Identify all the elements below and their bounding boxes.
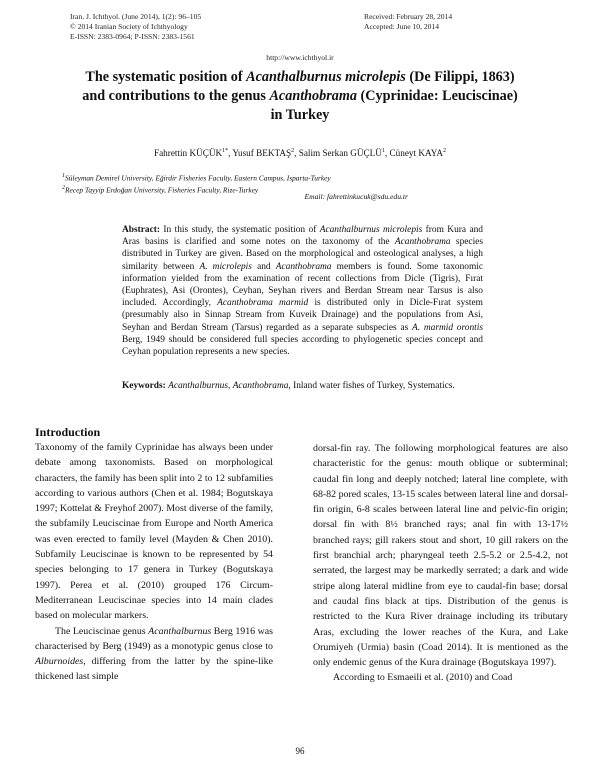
- copyright-line: © 2014 Iranian Society of Ichthyology: [70, 22, 188, 32]
- page-number: 96: [295, 746, 305, 756]
- title-text: (De Filippi, 1863): [405, 69, 515, 85]
- abstract-text: species distributed in Turkey are given. Based on the morphological and osteological analyses, a high similarity between: [122, 237, 483, 272]
- journal-citation: Iran. J. Ichthyol. (June 2014), 1(2): 96–105: [70, 12, 202, 21]
- affiliation-1: Süleyman Demirel University, Eğirdir Fisheries Faculty, Eastern Campus, Isparta-Turkey: [65, 173, 331, 183]
- author-affil-mark: 2: [291, 148, 295, 154]
- journal-url[interactable]: http://www.ichthyol.ir: [266, 53, 334, 62]
- paragraph-text: , differing from the latter by the spine-like thickened last simple: [35, 656, 273, 683]
- keyword-separator: ,: [228, 381, 233, 391]
- abstract-taxon: Acanthalburnus microlepis: [319, 225, 423, 235]
- paper-title: [50, 68, 550, 125]
- title-text: and contributions to the genus: [82, 88, 270, 104]
- author-affil-mark: 2: [443, 148, 447, 154]
- accepted-date: Accepted: June 10, 2014: [364, 22, 440, 32]
- keywords-label: Keywords:: [122, 381, 166, 391]
- abstract-label: Abstract:: [122, 225, 161, 235]
- journal-header: [70, 12, 330, 43]
- intro-paragraph-2-continued: dorsal-fin ray. The following morphological features are also characteristic for the genus: mouth oblique or subterminal; caudal fin long and deeply notched; lateral line complete, with 68-82 pored scales, 13-15 scales between lateral line and dorsal-fin origin, 6-8 scales between lateral line and pelvic-fin origin; dorsal fin with 8½ branched rays; anal fin with 13-17½ branched rays; gill rakers stout and short, 10 gill rakers on the first branchial arch; pharyngeal teeth 2.5-5.2 or 2.5-4.2, not serrated, the largest may be markedly serrated; a dark and wide stripe along lateral midline from eye to caudal-fin base; dorsal and caudal fins black at tips. Distribution of the genus is restricted to the Kura River drainage including its tributary Aras, excluding the lower reaches of the Kura, and Lake Orumiyeh (Urmia) basin (Coad 2014). It is mentioned as the only endemic genus of the Kura drainage (Bogutskaya 1997).: [313, 443, 568, 669]
- paragraph-text: Berg 1916 was characterised by Berg (1949) as a monotypic genus close to: [35, 625, 274, 652]
- abstract-text: from Kura and Aras basins is clarified and some notes on the taxonomy of the: [122, 225, 483, 248]
- intro-paragraph-1: Taxonomy of the family Cyprinidae has always been under debate among taxonomists. Based on morphological characters, the family has been split into 2 to 12 subfamilies according to various authors (Chen et al. 1984; Bogutskaya 1997; Kottelat & Freyhof 2007). Most diverse of the family, the subfamily Leuciscinae from Europe and North America was even erected to family level (Mayden & Chen 2010). Subfamily Leuciscinae is known to be represented by 54 species belonging to 17 genera in Turkey (Bogutskaya 1997). Perea et al. (2010) grouped 176 Circum-Mediterranean Leuciscinae species into 14 main clades based on molecular markers.: [35, 442, 273, 622]
- author-name: , Cüneyt KAYA: [384, 148, 444, 159]
- abstract-text: and: [251, 261, 276, 272]
- affil-mark: 2: [62, 185, 65, 192]
- intro-paragraph-2: [35, 624, 273, 685]
- issn-line: E-ISSN: 2383-0964; P-ISSN: 2383-1561: [70, 32, 195, 42]
- corresponding-email[interactable]: Email: fahrettinkucuk@sdu.edu.tr: [304, 192, 408, 201]
- title-taxon: Acanthalburnus microlepis: [246, 69, 406, 85]
- abstract-text: is distributed only in Dicle-Fırat system (presumably also in Sinnap Stream from Kuveik Drainage) and the populations from Asi, Seyhan and Berdan Stream (Tarsus) regarded as a separate subspecies as: [122, 298, 483, 333]
- author-name: , Yusuf BEKTAŞ: [228, 148, 292, 159]
- abstract-taxon: Acanthobrama: [394, 237, 451, 248]
- taxon-name: Acanthalburnus: [148, 625, 212, 637]
- author-name: Fahrettin KÜÇÜK: [153, 148, 223, 159]
- abstract: [122, 224, 483, 358]
- section-heading-introduction: Introduction: [35, 425, 101, 439]
- taxon-name: Alburnoides: [35, 656, 84, 668]
- paragraph-text: The Leuciscinae genus: [55, 625, 149, 637]
- body-column-right: [313, 441, 568, 686]
- author-name: , Salim Serkan GÜÇLÜ: [294, 148, 382, 159]
- affil-mark: 1: [62, 173, 65, 179]
- title-taxon: Acanthobrama: [269, 88, 357, 104]
- title-text: in Turkey: [270, 107, 330, 123]
- author-list: [0, 148, 600, 158]
- abstract-taxon: A. microlepis: [199, 261, 252, 272]
- abstract-text: In this study, the systematic position of: [160, 225, 320, 235]
- title-text: The systematic position of: [85, 69, 247, 85]
- body-column-left: [35, 424, 273, 685]
- dates-header: [364, 12, 544, 32]
- title-text: (Cyprinidae: Leuciscinae): [356, 88, 518, 104]
- received-date: Received: February 28, 2014: [364, 12, 453, 21]
- affiliation-2: Recep Tayyip Erdoğan University, Fisheries Faculty, Rize-Turkey: [65, 185, 259, 195]
- keyword: Acanthobrama: [232, 381, 289, 391]
- abstract-taxon: A. marmid orontis: [412, 322, 484, 333]
- abstract-taxon: Acanthobrama marmid: [217, 298, 309, 309]
- abstract-text: Berg, 1949 should be considered full species according to phylogenetic species concept and Ceyhan population represents a new species.: [122, 334, 483, 357]
- keyword: Acanthalburnus: [168, 381, 228, 391]
- intro-paragraph-3: According to Esmaeili et al. (2010) and Coad: [333, 672, 513, 684]
- author-affil-mark: 1*: [222, 148, 229, 154]
- author-affil-mark: 1: [381, 148, 385, 154]
- keyword: , Inland water fishes of Turkey, Systematics.: [288, 381, 455, 391]
- abstract-text: members is found. Some taxonomic information yielded from the examination of recent collections from Dicle (Tigris), Fırat (Euphrates), Asi (Orontes), Ceyhan, Seyhan rivers and Berdan Stream near Tarsus is also included. Accordingly,: [122, 261, 483, 309]
- keywords: [122, 380, 483, 392]
- abstract-taxon: Acanthobrama: [275, 261, 332, 272]
